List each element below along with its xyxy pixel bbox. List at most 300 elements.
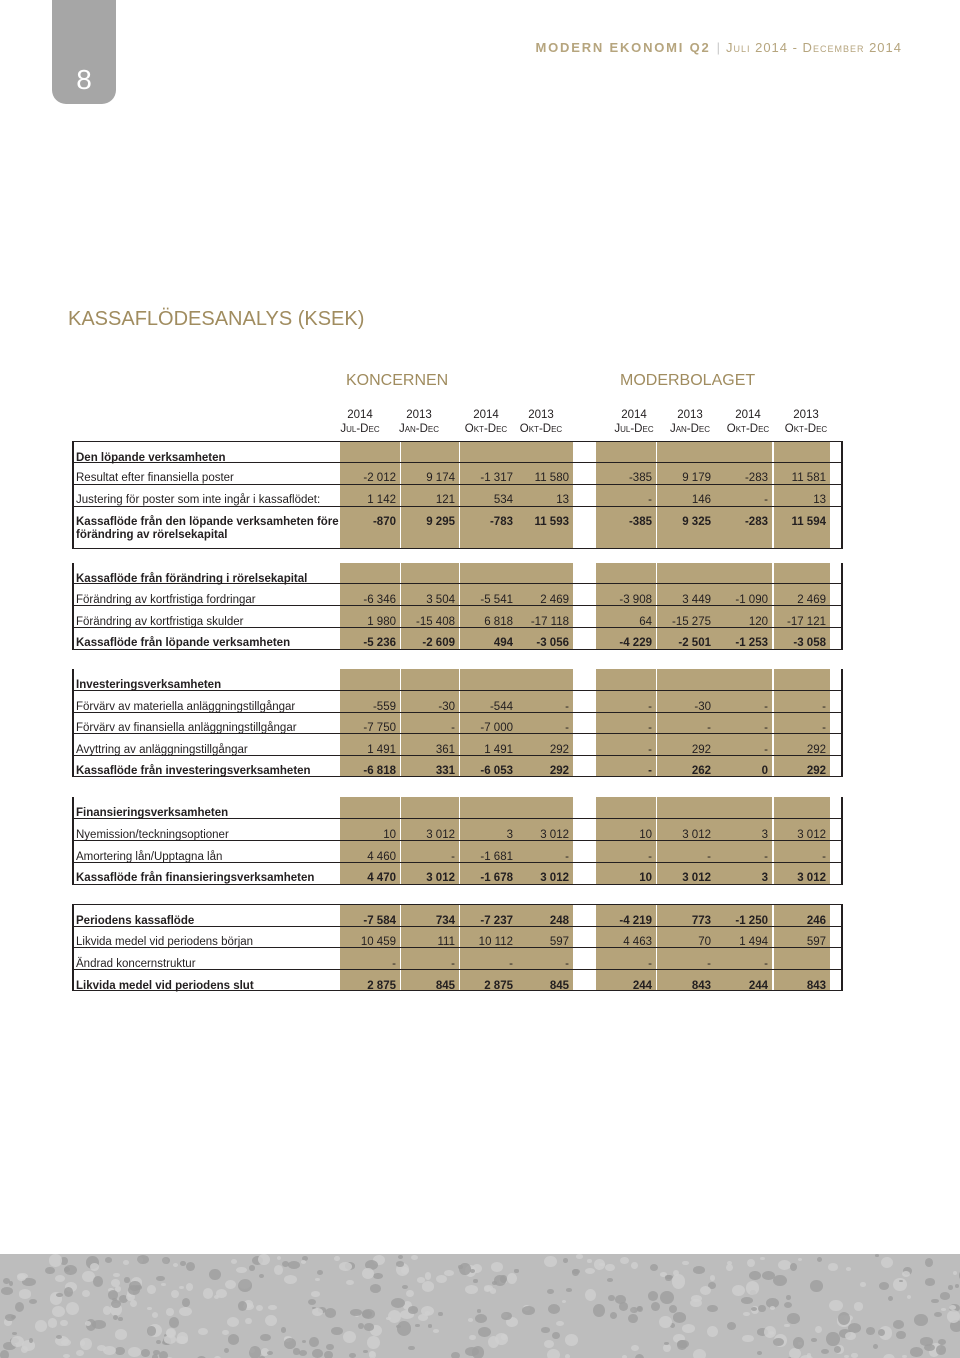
row-label-text: Förändring av kortfristiga skulder <box>76 616 244 628</box>
footer-pattern-dot <box>256 1305 264 1312</box>
footer-pattern-dot <box>288 1261 300 1269</box>
table-cell: 120 <box>748 616 768 628</box>
table-cell: 843 <box>806 980 826 992</box>
footer-pattern-dot <box>179 1307 192 1316</box>
footer-pattern-dot <box>166 1308 174 1315</box>
footer-pattern-dot <box>302 1340 306 1343</box>
table-cell: -2 012 <box>363 472 396 484</box>
footer-pattern-dot <box>660 1291 674 1304</box>
table-cell: -3 058 <box>793 637 826 649</box>
footer-pattern-dot <box>137 1255 149 1264</box>
table-cell: -6 053 <box>480 765 513 777</box>
footer-pattern-dot <box>156 1276 165 1281</box>
footer-pattern-dot <box>815 1326 822 1333</box>
table-cell: -5 236 <box>363 637 396 649</box>
footer-pattern-dot <box>732 1285 745 1296</box>
footer-pattern-dot <box>651 1302 660 1311</box>
footer-pattern-dot <box>363 1350 368 1353</box>
table-cell: 843 <box>691 980 711 992</box>
footer-pattern-dot <box>650 1264 659 1272</box>
table-cell: -6 818 <box>363 765 396 777</box>
footer-pattern-dot <box>398 1255 403 1259</box>
footer-pattern-dot <box>610 1312 617 1319</box>
footer-pattern-dot <box>883 1354 895 1358</box>
footer-pattern-dot <box>49 1254 62 1266</box>
column-header-year: 2013 <box>406 409 432 421</box>
footer-pattern-dot <box>373 1273 382 1279</box>
footer-pattern-dot <box>362 1268 373 1279</box>
row-label <box>76 494 320 507</box>
footer-pattern-dot <box>268 1305 277 1311</box>
footer-pattern-dot <box>444 1270 453 1276</box>
table-rule <box>72 904 843 905</box>
table-cell: 292 <box>806 765 826 777</box>
footer-pattern-dot <box>881 1257 893 1268</box>
footer-pattern-dot <box>663 1344 671 1352</box>
table-cell: - <box>509 958 513 970</box>
column-header <box>458 408 514 436</box>
footer-pattern-dot <box>773 1338 784 1346</box>
table-cell: - <box>707 851 711 863</box>
row-label-text: Förvärv av materiella anläggningstillgångar <box>76 701 296 713</box>
footer-pattern-dot <box>741 1297 753 1304</box>
footer-pattern-dot <box>258 1254 270 1265</box>
footer-pattern-dot <box>367 1336 380 1349</box>
footer-pattern-dot <box>941 1308 945 1311</box>
footer-pattern-dot <box>0 1350 9 1358</box>
footer-pattern-dot <box>659 1316 671 1328</box>
footer-pattern-dot <box>472 1346 484 1358</box>
footer-pattern-dot <box>860 1282 865 1287</box>
table-cell: 10 <box>639 872 652 884</box>
table-cell: 361 <box>435 744 455 756</box>
footer-pattern-dot <box>418 1314 428 1321</box>
footer-pattern-dot <box>19 1289 31 1298</box>
footer-pattern-dot <box>76 1350 84 1356</box>
column-header-period: Jan-Dec <box>669 423 711 435</box>
table-cell: 2 875 <box>367 980 396 992</box>
section-heading: Investeringsverksamheten <box>76 679 222 691</box>
footer-pattern-dot <box>587 1259 591 1263</box>
footer-pattern-dot <box>301 1260 306 1264</box>
footer-pattern-dot <box>747 1259 756 1268</box>
table-cell: 331 <box>435 765 455 777</box>
footer-pattern-dot <box>11 1315 16 1319</box>
table-border-right <box>841 904 843 990</box>
column-header-period: Okt-Dec <box>464 423 508 435</box>
row-label-text: Likvida medel vid periodens början <box>76 936 254 948</box>
table-cell: - <box>565 701 569 713</box>
footer-pattern-dot <box>893 1320 904 1328</box>
footer-pattern-dot <box>227 1317 240 1328</box>
footer-pattern-dot <box>259 1274 264 1279</box>
table-cell: - <box>764 494 768 506</box>
footer-pattern-dot <box>544 1256 557 1267</box>
footer-pattern-dot <box>284 1275 297 1284</box>
table-cell: - <box>451 958 455 970</box>
table-cell: 597 <box>549 936 569 948</box>
footer-pattern-dot <box>931 1299 938 1304</box>
footer-pattern-dot <box>152 1312 158 1318</box>
column-header-period: Okt-Dec <box>519 423 563 435</box>
footer-pattern-dot <box>637 1306 642 1310</box>
table-cell: - <box>707 958 711 970</box>
row-label <box>76 872 314 885</box>
footer-pattern-dot <box>162 1257 170 1263</box>
table-cell: -783 <box>489 516 513 528</box>
footer-pattern-dot <box>566 1288 572 1292</box>
footer-pattern-dot <box>798 1258 802 1261</box>
footer-pattern-dot <box>948 1285 953 1289</box>
footer-pattern-dot <box>544 1340 555 1348</box>
footer-pattern-dot <box>828 1263 838 1270</box>
footer-pattern-dot <box>473 1279 477 1283</box>
footer-pattern-dot <box>914 1314 928 1325</box>
running-header <box>536 40 902 55</box>
footer-pattern-dot <box>572 1269 580 1275</box>
footer-pattern-dot <box>500 1275 507 1282</box>
footer-pattern-dot <box>760 1257 765 1260</box>
table-cell: 3 012 <box>426 872 455 884</box>
table-cell: -1 678 <box>480 872 513 884</box>
footer-pattern-dot <box>274 1265 283 1275</box>
table-cell: 9 179 <box>682 472 711 484</box>
footer-pattern-dot <box>408 1346 414 1350</box>
footer-pattern-dot <box>411 1255 418 1260</box>
table-cell: 11 580 <box>534 472 569 484</box>
footer-pattern-dot <box>228 1334 239 1344</box>
footer-pattern-dot <box>245 1318 252 1324</box>
table-cell: - <box>648 765 652 777</box>
footer-pattern-dot <box>690 1299 702 1307</box>
footer-pattern-dot <box>468 1318 473 1321</box>
footer-pattern-dot <box>458 1265 462 1269</box>
footer-pattern-dot <box>548 1304 560 1314</box>
table-cell: 10 112 <box>478 936 513 948</box>
table-cell: 3 012 <box>540 872 569 884</box>
footer-pattern-dot <box>547 1349 559 1358</box>
footer-pattern-dot <box>700 1286 711 1295</box>
footer-pattern-dot <box>784 1324 790 1328</box>
column-header-year: 2013 <box>528 409 554 421</box>
footer-pattern-dot <box>845 1332 856 1340</box>
footer-pattern-dot <box>902 1271 910 1277</box>
footer-pattern-dot <box>12 1332 17 1335</box>
row-label-text: Kassaflöde från den löpande verksamheten före <box>76 516 339 528</box>
footer-pattern-dot <box>854 1302 863 1310</box>
table-cell: 3 <box>761 872 768 884</box>
footer-pattern-dot <box>176 1336 188 1344</box>
table-cell: 292 <box>806 744 826 756</box>
group-header-koncernen: KONCERNEN <box>346 372 449 389</box>
row-label-text: Kassaflöde från investeringsverksamheten <box>76 765 311 777</box>
footer-pattern-dot <box>130 1300 137 1308</box>
footer-pattern-dot <box>312 1308 323 1317</box>
table-cell: 3 012 <box>682 829 711 841</box>
row-label-text: Förändring av kortfristiga fordringar <box>76 594 256 606</box>
footer-pattern-dot <box>222 1330 229 1335</box>
table-cell: 292 <box>549 765 569 777</box>
row-label <box>76 915 194 928</box>
table-cell: -4 219 <box>619 915 652 927</box>
footer-pattern-dot <box>180 1261 185 1266</box>
footer-pattern-dot <box>346 1280 354 1285</box>
footer-pattern-dot <box>93 1276 104 1287</box>
footer-pattern-dot <box>585 1268 595 1274</box>
footer-pattern-dot <box>846 1267 852 1271</box>
footer-pattern-dot <box>236 1267 247 1274</box>
footer-pattern-dot <box>17 1274 26 1281</box>
row-label <box>76 616 243 629</box>
footer-pattern-dot <box>115 1329 127 1339</box>
table-cell: 70 <box>698 936 711 948</box>
footer-pattern-dot <box>284 1338 296 1349</box>
table-cell: 3 504 <box>426 594 455 606</box>
footer-pattern-dot <box>309 1337 318 1347</box>
footer-pattern-dot <box>249 1265 255 1270</box>
row-label <box>76 701 295 714</box>
row-label <box>76 472 234 485</box>
footer-pattern-dot <box>326 1344 333 1351</box>
table-cell: -1 253 <box>735 637 768 649</box>
column-header-year: 2013 <box>793 409 819 421</box>
footer-pattern-dot <box>565 1334 578 1345</box>
footer-pattern-dot <box>317 1270 323 1276</box>
footer-pattern-dot <box>1 1287 13 1295</box>
page-title: KASSAFLÖDESANALYS (KSEK) <box>68 308 365 330</box>
table-cell: - <box>764 744 768 756</box>
footer-pattern-dot <box>726 1264 733 1271</box>
column-header-period: Jul-Dec <box>614 423 654 435</box>
table-cell: 845 <box>549 980 569 992</box>
footer-pattern-dot <box>955 1284 959 1288</box>
footer-pattern-dot <box>105 1257 112 1263</box>
footer-pattern-dot <box>216 1289 227 1298</box>
footer-pattern-dot <box>635 1354 644 1358</box>
table-cell: -1 317 <box>480 472 513 484</box>
table-cell: -5 541 <box>480 594 513 606</box>
footer-pattern-dot <box>934 1312 942 1317</box>
footer-pattern-dot <box>428 1324 432 1327</box>
footer-pattern-dot <box>631 1345 639 1351</box>
row-label-text: Kassaflöde från finansieringsverksamheten <box>76 872 315 884</box>
footer-pattern-dot <box>111 1300 121 1308</box>
footer-pattern-dot <box>620 1257 629 1264</box>
table-cell: -3 908 <box>619 594 652 606</box>
footer-pattern-dot <box>141 1349 150 1357</box>
footer-pattern-dot <box>350 1309 362 1317</box>
footer-pattern-dot <box>879 1282 889 1290</box>
row-label <box>76 958 196 971</box>
row-label-text: Avyttring av anläggningstillgångar <box>76 744 248 756</box>
footer-pattern-dot <box>349 1353 355 1358</box>
footer-pattern-dot <box>789 1348 801 1358</box>
footer-pattern-dot <box>35 1320 47 1332</box>
footer-pattern-dot <box>396 1261 404 1267</box>
footer-pattern-dot <box>773 1275 787 1286</box>
footer-pattern-dot <box>308 1299 316 1305</box>
footer-pattern-dot <box>936 1345 945 1354</box>
table-cell: -30 <box>438 701 455 713</box>
footer-pattern-dot <box>60 1320 67 1326</box>
table-border-right <box>841 441 843 548</box>
footer-pattern-dot <box>64 1265 77 1275</box>
footer-pattern-dot <box>362 1309 375 1318</box>
table-border-right <box>841 669 843 776</box>
footer-pattern-dot <box>478 1327 491 1337</box>
footer-pattern-dot <box>113 1273 120 1278</box>
footer-pattern-dot <box>267 1351 273 1355</box>
table-cell: - <box>648 701 652 713</box>
section-heading: Kassaflöde från förändring i rörelsekapital <box>76 573 308 585</box>
footer-pattern-dot <box>563 1258 569 1263</box>
footer-pattern-dot <box>757 1351 762 1355</box>
footer-pattern-dot <box>547 1289 554 1295</box>
table-cell: - <box>565 851 569 863</box>
footer-pattern-dot <box>209 1269 220 1280</box>
footer-pattern-dot <box>80 1338 92 1350</box>
footer-pattern-dot <box>29 1299 37 1304</box>
page-number-tab <box>52 0 116 104</box>
table-cell: 10 <box>383 829 396 841</box>
footer-pattern-dot <box>231 1259 237 1264</box>
table-cell: - <box>648 851 652 863</box>
footer-pattern-dot <box>401 1267 410 1274</box>
table-cell: -870 <box>372 516 396 528</box>
column-header <box>662 408 718 436</box>
footer-pattern-dot <box>910 1347 923 1357</box>
table-cell: 6 818 <box>484 616 513 628</box>
table-cell: -6 346 <box>363 594 396 606</box>
footer-pattern-dot <box>562 1300 566 1303</box>
footer-pattern-dot <box>422 1281 434 1291</box>
table-cell: - <box>392 958 396 970</box>
footer-pattern-dot <box>249 1346 261 1358</box>
footer-pattern-dot <box>277 1256 281 1260</box>
footer-pattern-dot <box>358 1323 364 1329</box>
table-cell: -283 <box>744 472 768 484</box>
column-header <box>513 408 569 436</box>
footer-pattern-dot <box>790 1263 798 1271</box>
table-cell: - <box>648 744 652 756</box>
footer-pattern-dot <box>370 1284 381 1293</box>
footer-pattern-dot <box>147 1285 156 1295</box>
table-cell: -17 121 <box>786 616 826 628</box>
table-cell: - <box>648 958 652 970</box>
table-border-left <box>72 904 74 990</box>
column-header-period: Jan-Dec <box>398 423 440 435</box>
footer-pattern-dot <box>770 1306 775 1310</box>
group-header-moderbolaget: MODERBOLAGET <box>620 372 756 389</box>
table-cell: 1 980 <box>367 616 396 628</box>
footer-pattern-dot <box>225 1280 236 1289</box>
table-cell: 1 491 <box>484 744 513 756</box>
row-label-text: Kassaflöde från löpande verksamheten <box>76 637 291 649</box>
row-label-text: Amortering lån/Upptagna lån <box>76 851 223 863</box>
column-header-year: 2014 <box>621 409 647 421</box>
footer-pattern-dot <box>673 1312 686 1322</box>
footer-pattern-dot <box>159 1351 168 1358</box>
footer-pattern-dot <box>103 1346 116 1355</box>
footer-pattern-dot <box>182 1298 190 1307</box>
table-cell: 3 <box>761 829 768 841</box>
table-cell: 773 <box>691 915 711 927</box>
table-border-right <box>841 563 843 650</box>
table-cell: 9 295 <box>426 516 455 528</box>
footer-pattern-dot <box>778 1260 791 1270</box>
table-cell: 262 <box>691 765 711 777</box>
footer-pattern-dot <box>260 1334 271 1342</box>
table-cell: 121 <box>435 494 455 506</box>
footer-pattern-dot <box>682 1261 688 1266</box>
table-cell: -1 681 <box>480 851 513 863</box>
footer-pattern-dot <box>343 1331 356 1343</box>
row-label <box>76 637 290 650</box>
footer-pattern-dot <box>128 1347 140 1357</box>
table-cell: 10 459 <box>360 936 396 948</box>
footer-pattern-dot <box>677 1340 689 1349</box>
table-cell: -7 750 <box>363 722 396 734</box>
footer-pattern-dot <box>15 1302 24 1312</box>
row-label <box>76 765 311 778</box>
footer-pattern-dot <box>727 1322 736 1330</box>
footer-pattern-dot <box>128 1285 140 1295</box>
table-cell: - <box>764 958 768 970</box>
footer-pattern-dot <box>52 1306 65 1317</box>
row-label-text: Nyemission/teckningsoptioner <box>76 829 229 841</box>
column-header-period: Okt-Dec <box>784 423 828 435</box>
table-border-left <box>72 441 74 548</box>
table-cell: 2 469 <box>797 594 826 606</box>
footer-pattern-dot <box>821 1349 830 1354</box>
decorative-footer-pattern <box>0 1254 960 1358</box>
row-label <box>76 722 297 735</box>
footer-pattern-dot <box>514 1269 518 1272</box>
table-cell: 11 581 <box>791 472 826 484</box>
footer-pattern-dot <box>55 1275 65 1282</box>
column-header-year: 2014 <box>473 409 499 421</box>
footer-pattern-dot <box>203 1288 213 1298</box>
column-header <box>332 408 388 436</box>
footer-pattern-dot <box>124 1277 130 1282</box>
footer-pattern-dot <box>669 1305 677 1313</box>
footer-pattern-dot <box>166 1329 175 1337</box>
footer-pattern-dot <box>469 1335 476 1341</box>
column-header-year: 2013 <box>677 409 703 421</box>
table-cell: -17 118 <box>530 616 569 628</box>
footer-pattern-dot <box>475 1314 487 1323</box>
table-cell: 64 <box>639 616 652 628</box>
table-cell: -1 090 <box>735 594 768 606</box>
footer-pattern-dot <box>224 1348 230 1354</box>
footer-pattern-dot <box>45 1267 55 1275</box>
table-cell: - <box>822 851 826 863</box>
footer-pattern-dot <box>746 1281 759 1294</box>
footer-pattern-dot <box>826 1332 840 1347</box>
footer-pattern-dot <box>82 1290 90 1297</box>
footer-pattern-dot <box>947 1310 960 1323</box>
footer-pattern-dot <box>451 1352 460 1358</box>
table-cell: - <box>451 851 455 863</box>
row-label <box>76 516 339 542</box>
footer-pattern-dot <box>186 1262 195 1271</box>
table-cell: 845 <box>435 980 455 992</box>
footer-pattern-dot <box>179 1286 184 1289</box>
footer-pattern-dot <box>198 1328 209 1336</box>
table-rule <box>72 548 843 549</box>
table-rule <box>72 441 843 442</box>
table-cell: 3 012 <box>797 829 826 841</box>
